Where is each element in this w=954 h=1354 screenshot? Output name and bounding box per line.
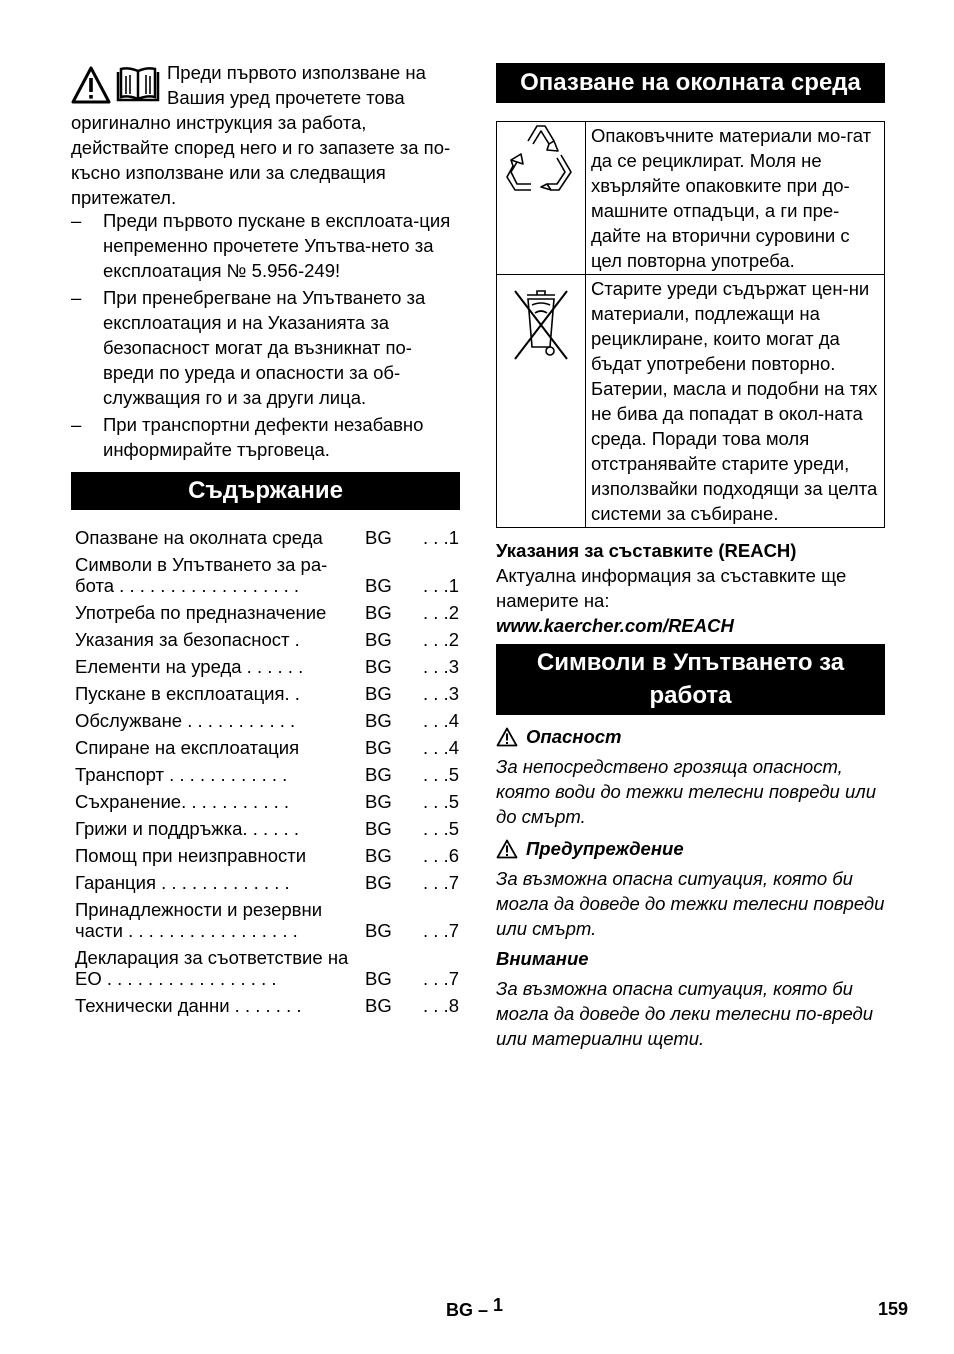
toc-entry-title: Обслужване . . . . . . . . . . . [75, 710, 296, 731]
toc-entry-code: BG [365, 683, 392, 704]
toc-entry[interactable] [75, 947, 459, 995]
symbol-heading [496, 836, 885, 861]
toc-entry-page: . . .2 [423, 629, 459, 650]
symbol-label: Внимание [496, 948, 589, 969]
symbol-label: Предупреждение [526, 838, 684, 859]
toc-entry-title: Грижи и поддръжка. . . . . . [75, 818, 299, 839]
toc-entry-page: . . .7 [423, 968, 459, 989]
toc-entry[interactable] [75, 683, 459, 710]
toc-entry-title: Указания за безопасност . [75, 629, 300, 650]
footer-section: BG [446, 1300, 473, 1320]
toc-entry-title: Употреба по предназначение [75, 602, 327, 623]
bullet-text: Преди първото пускане в експлоата-ция непременно прочетете Упътва-нето за експлоатация № 5.956-249! [103, 210, 451, 281]
toc-entry-code: BG [365, 602, 392, 623]
bullet-text: При пренебрегване на Упътването за експлоатация и на Указанията за безопасност могат да възникнат по-вреди по уреда и опасности за об-служващия го и за други лица. [103, 287, 426, 408]
symbols-heading: Символи в Упътването за работа [496, 644, 885, 715]
toc-entry-page: . . .3 [423, 656, 459, 677]
warning-triangle-icon [496, 727, 518, 747]
intro-section [71, 60, 460, 210]
bullet-item [71, 208, 460, 283]
manual-book-icon [115, 66, 161, 104]
environment-icon-cell [497, 275, 586, 528]
symbols-section [496, 724, 885, 1051]
toc-entry-code: BG [365, 656, 392, 677]
environment-heading: Опазване на околната среда [496, 63, 885, 103]
crossed-bin-icon [497, 275, 585, 369]
environment-text: Опаковъчните материали мо-гат да се рециклират. Моля не хвърляйте опаковките при до-машните отпадъци, а ги пре-дайте на вторични суровини с цел повторна употреба. [586, 122, 885, 275]
recycle-icon [497, 122, 585, 202]
toc-entry-code: BG [365, 737, 392, 758]
environment-text: Старите уреди съдържат цен-ни материали, подлежащи на рециклиране, които могат да бъдат употребени повторно. Батерии, масла и подобни на тях не бива да попадат в окол-ната среда. Поради това моля отстранявайте старите уреди, използвайки подходящи за целта системи за събиране. [586, 275, 885, 528]
toc-entry[interactable] [75, 710, 459, 737]
footer-dash: – [478, 1300, 489, 1320]
toc-entry[interactable] [75, 872, 459, 899]
symbol-text: За възможна опасна ситуация, която би могла да доведе до тежки телесни повреди или смърт. [496, 868, 885, 939]
toc-entry-title: Транспорт . . . . . . . . . . . . [75, 764, 288, 785]
bullet-dash: – [71, 210, 82, 231]
toc-entry-page: . . .8 [423, 995, 459, 1016]
toc-entry[interactable] [75, 791, 459, 818]
toc-entry-code: BG [365, 845, 392, 866]
toc-entry-code: BG [365, 791, 392, 812]
toc-entry[interactable] [75, 554, 459, 602]
toc-entry[interactable] [75, 764, 459, 791]
reach-text: Актуална информация за съставките ще намерите на: [496, 565, 847, 611]
toc-entry-page: . . .2 [423, 602, 459, 623]
footer-section-page: 1 [493, 1295, 504, 1315]
toc-entry-code: BG [365, 818, 392, 839]
toc-entry[interactable] [75, 629, 459, 656]
toc-heading: Съдържание [71, 472, 460, 510]
toc-entry-title: Съхранение. . . . . . . . . . . [75, 791, 290, 812]
reach-heading: Указания за съставките (REACH) [496, 540, 797, 561]
environment-row [497, 122, 885, 275]
intro-bullets [71, 208, 460, 462]
toc-entry-page: . . .5 [423, 791, 459, 812]
toc-entry-code: BG [365, 920, 392, 941]
toc-entry-code: BG [365, 527, 392, 548]
toc-entry-title: Символи в Упътването за ра-бота . . . . . . . . . . . . . . . . . . [75, 554, 328, 596]
toc-entry-page: . . .1 [423, 575, 459, 596]
toc-entry-page: . . .5 [423, 818, 459, 839]
toc-entry-title: Спиране на експлоатация [75, 737, 300, 758]
toc-entry[interactable] [75, 899, 459, 947]
toc-entry-page: . . .4 [423, 710, 459, 731]
reach-section [496, 538, 885, 638]
environment-row [497, 275, 885, 528]
toc-entry-title: Пускане в експлоатация. . [75, 683, 300, 704]
footer-section-ref [446, 1295, 504, 1320]
environment-table [496, 121, 885, 528]
intro-icons [71, 66, 163, 110]
toc-entry-code: BG [365, 764, 392, 785]
reach-link[interactable]: www.kaercher.com/REACH [496, 615, 734, 636]
toc-table [75, 527, 459, 1022]
environment-icon-cell [497, 122, 586, 275]
toc-entry-title: Принадлежности и резервни части . . . . . . . . . . . . . . . . . [75, 899, 323, 941]
symbol-label: Опасност [526, 726, 622, 747]
bullet-text: При транспортни дефекти незабавно информирайте търговеца. [103, 414, 424, 460]
symbol-text: За възможна опасна ситуация, която би могла да доведе до леки телесни по-вреди или материални щети. [496, 978, 874, 1049]
toc-entry[interactable] [75, 737, 459, 764]
toc-entry-code: BG [365, 995, 392, 1016]
intro-text: Преди първото използване на Вашия уред прочетете това оригинално инструкция за работа, действайте според него и го запазете за по-късно използване или за следващия притежател. [71, 62, 451, 208]
toc-entry-title: Декларация за съответствие на ЕО . . . . . . . . . . . . . . . . . [75, 947, 349, 989]
symbol-text: За непосредствено грозяща опасност, която води до тежки телесни повреди или до смърт. [496, 756, 876, 827]
bullet-item [71, 412, 460, 462]
toc-entry-page: . . .7 [423, 872, 459, 893]
toc-entry-code: BG [365, 629, 392, 650]
warning-triangle-icon [71, 66, 111, 104]
toc-entry[interactable] [75, 656, 459, 683]
warning-triangle-icon [496, 839, 518, 859]
toc-entry-page: . . .3 [423, 683, 459, 704]
toc-entry[interactable] [75, 845, 459, 872]
toc-entry-code: BG [365, 968, 392, 989]
toc-entry-page: . . .7 [423, 920, 459, 941]
bullet-dash: – [71, 287, 82, 308]
toc-entry-page: . . .4 [423, 737, 459, 758]
toc-entry[interactable] [75, 995, 459, 1022]
toc-entry-page: . . .1 [423, 527, 459, 548]
toc-entry-page: . . .5 [423, 764, 459, 785]
toc-entry-code: BG [365, 575, 392, 596]
toc-entry-code: BG [365, 872, 392, 893]
toc-entry-page: . . .6 [423, 845, 459, 866]
page-number: 159 [878, 1299, 909, 1319]
toc-entry[interactable] [75, 602, 459, 629]
toc-entry-title: Гаранция . . . . . . . . . . . . . [75, 872, 290, 893]
bullet-dash: – [71, 414, 82, 435]
toc-entry[interactable] [75, 818, 459, 845]
symbol-heading [496, 724, 885, 749]
bullet-item [71, 285, 460, 410]
toc-entry-title: Помощ при неизправности [75, 845, 307, 866]
toc-entry-title: Елементи на уреда . . . . . . [75, 656, 304, 677]
toc-entry-title: Технически данни . . . . . . . [75, 995, 302, 1016]
toc-entry[interactable] [75, 527, 459, 554]
toc-entry-code: BG [365, 710, 392, 731]
toc-entry-title: Опазване на околната среда [75, 527, 323, 548]
